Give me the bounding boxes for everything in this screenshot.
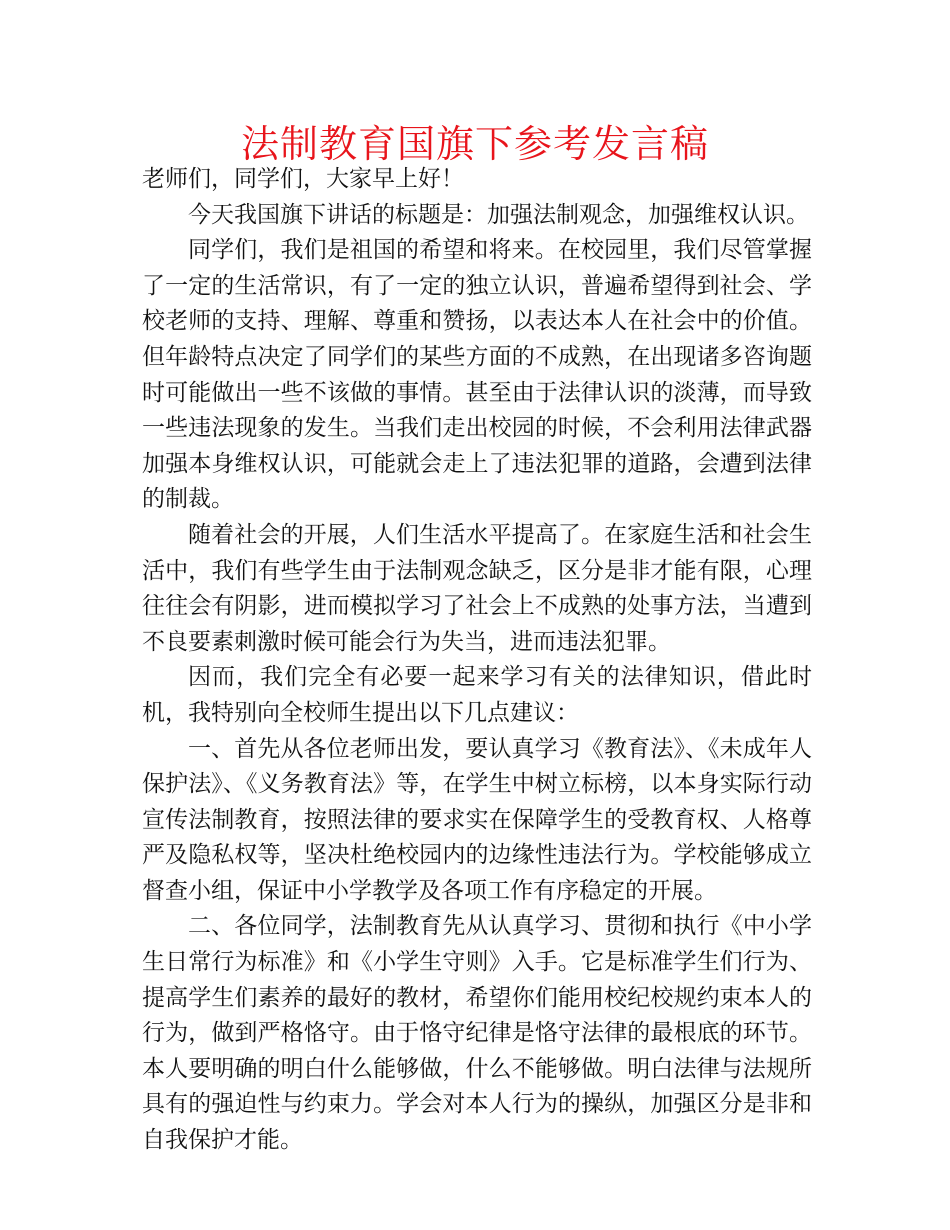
paragraph-greeting: 老师们，同学们，大家早上好！ — [142, 166, 464, 192]
paragraph-topic: 今天我国旗下讲话的标题是：加强法制观念，加强维权认识。 — [188, 201, 809, 228]
paragraph-suggestion-2: 二、各位同学，法制教育先从认真学习、贯彻和执行《中小学生日常行为标准》和《小学生守则》入手。它是标准学生们行为、提高学生们素养的最好的教材，希望你们能用校纪校规约束本人的行为，做到严格恪守。由于恪守纪律是恪守法律的最根底的环节。本人要明确的明白什么能够做，什么不能够做。明白法律与法规所具有的强迫性与约束力。学会对本人行为的操纵，加强区分是非和自我保护才能。 — [142, 913, 812, 1154]
paragraph-suggestion-1: 一、首先从各位老师出发，要认真学习《教育法》、《未成年人保护法》、《义务教育法》等，在学生中树立标榜，以本身实际行动宣传法制教育，按照法律的要求实在保障学生的受教育权、人格尊严及隐私权等，坚决杜绝校园内的边缘性违法行为。学校能够成立督查小组，保证中小学教学及各项工作有序稳定的开展。 — [142, 735, 812, 904]
document-title: 法制教育国旗下参考发言稿 — [240, 122, 709, 166]
paragraph: 因而，我们完全有必要一起来学习有关的法律知识，借此时机，我特别向全校师生提出以下几点建议： — [142, 664, 812, 726]
paragraph: 同学们，我们是祖国的希望和将来。在校园里，我们尽管掌握了一定的生活常识，有了一定的独立认识，普遍希望得到社会、学校老师的支持、理解、尊重和赞扬，以表达本人在社会中的价值。但年龄特点决定了同学们的某些方面的不成熟，在出现诸多咨询题时可能做出一些不该做的事情。甚至由于法律认识的淡薄，而导致一些违法现象的发生。当我们走出校园的时候，不会利用法律武器加强本身维权认识，可能就会走上了违法犯罪的道路，会遭到法律的制裁。 — [142, 237, 812, 513]
paragraph: 随着社会的开展，人们生活水平提高了。在家庭生活和社会生活中，我们有些学生由于法制观念缺乏，区分是非才能有限，心理往往会有阴影，进而模拟学习了社会上不成熟的处事方法，当遭到不良要素刺激时候可能会行为失当，进而违法犯罪。 — [142, 521, 812, 655]
document-body — [142, 162, 812, 1159]
